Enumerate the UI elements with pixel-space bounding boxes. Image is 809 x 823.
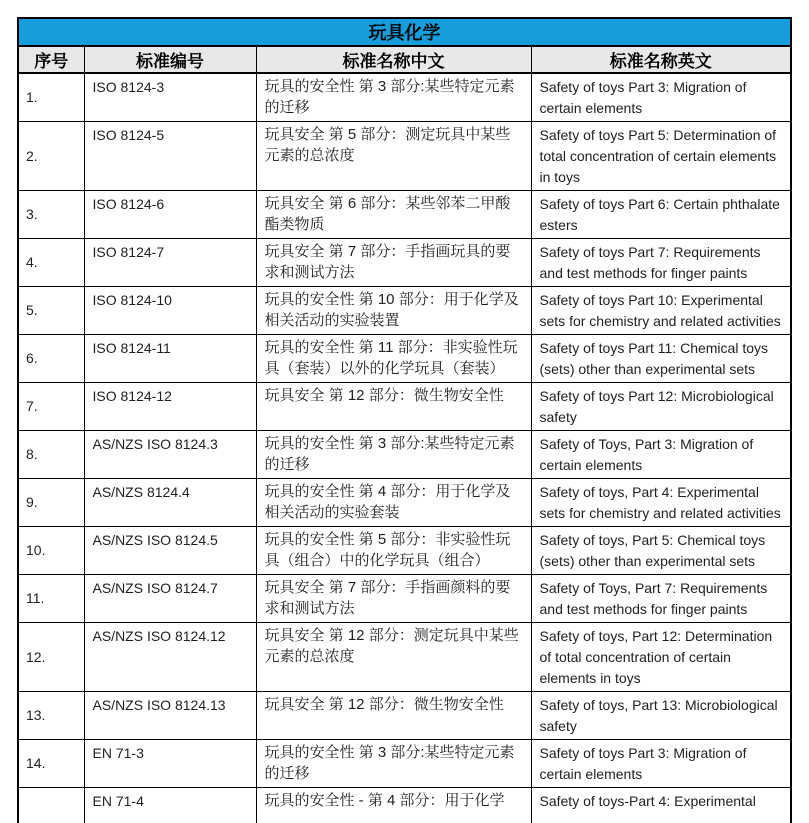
row-index-cell: 7. (18, 383, 84, 431)
table-row (18, 383, 791, 431)
column-header-index: 序号 (18, 46, 84, 73)
standard-name-en-cell: Safety of Toys, Part 7: Requirements and test methods for finger paints (531, 575, 791, 623)
row-index-cell: 6. (18, 335, 84, 383)
column-header-row (18, 46, 791, 73)
standard-name-cn-cell: 玩具安全 第 12 部分：微生物安全性 (256, 692, 531, 740)
standard-name-en-cell: Safety of toys Part 5: Determination of total concentration of certain elements in toys (531, 122, 791, 191)
column-header-name-en: 标准名称英文 (531, 46, 791, 73)
row-index-cell: 1. (18, 73, 84, 122)
standard-code-cell: ISO 8124-5 (84, 122, 256, 191)
standard-code-cell: AS/NZS ISO 8124.13 (84, 692, 256, 740)
standard-code-cell: AS/NZS ISO 8124.5 (84, 527, 256, 575)
standard-code-cell: ISO 8124-6 (84, 191, 256, 239)
table-row (18, 740, 791, 788)
standard-name-cn-cell: 玩具安全 第 7 部分：手指画玩具的要求和测试方法 (256, 239, 531, 287)
standard-name-en-cell: Safety of toys Part 7: Requirements and test methods for finger paints (531, 239, 791, 287)
standard-name-en-cell: Safety of toys Part 3: Migration of certain elements (531, 740, 791, 788)
standard-code-cell: AS/NZS ISO 8124.7 (84, 575, 256, 623)
standard-name-en-cell: Safety of toys Part 3: Migration of certain elements (531, 73, 791, 122)
row-index-cell: 2. (18, 122, 84, 191)
table-row (18, 239, 791, 287)
standard-name-cn-cell: 玩具的安全性 第 5 部分：非实验性玩具（组合）中的化学玩具（组合） (256, 527, 531, 575)
standard-code-cell: ISO 8124-3 (84, 73, 256, 122)
standard-name-en-cell: Safety of Toys, Part 3: Migration of certain elements (531, 431, 791, 479)
row-index-cell: 10. (18, 527, 84, 575)
standard-name-cn-cell: 玩具的安全性 - 第 4 部分：用于化学 (256, 788, 531, 823)
standard-name-en-cell: Safety of toys Part 10: Experimental sets for chemistry and related activities (531, 287, 791, 335)
table-row (18, 191, 791, 239)
column-header-code: 标准编号 (84, 46, 256, 73)
standard-name-cn-cell: 玩具安全 第 12 部分：测定玩具中某些元素的总浓度 (256, 623, 531, 692)
standard-name-cn-cell: 玩具安全 第 12 部分：微生物安全性 (256, 383, 531, 431)
standard-name-cn-cell: 玩具安全 第 5 部分：测定玩具中某些元素的总浓度 (256, 122, 531, 191)
row-index-cell: 11. (18, 575, 84, 623)
row-index-cell: 12. (18, 623, 84, 692)
table-row (18, 73, 791, 122)
table-row (18, 335, 791, 383)
standard-code-cell: EN 71-3 (84, 740, 256, 788)
table-row (18, 527, 791, 575)
row-index-cell: 14. (18, 740, 84, 788)
standard-name-cn-cell: 玩具安全 第 7 部分：手指画颜料的要求和测试方法 (256, 575, 531, 623)
standard-code-cell: AS/NZS 8124.4 (84, 479, 256, 527)
table-row (18, 479, 791, 527)
standard-code-cell: AS/NZS ISO 8124.12 (84, 623, 256, 692)
table-title-row (18, 18, 791, 46)
table-row (18, 431, 791, 479)
row-index-cell: 13. (18, 692, 84, 740)
row-index-cell: 4. (18, 239, 84, 287)
table-row (18, 287, 791, 335)
standard-code-cell: ISO 8124-7 (84, 239, 256, 287)
table-title: 玩具化学 (18, 18, 791, 46)
row-index-cell: 3. (18, 191, 84, 239)
standard-code-cell: AS/NZS ISO 8124.3 (84, 431, 256, 479)
standard-code-cell: ISO 8124-12 (84, 383, 256, 431)
table-body (18, 73, 791, 823)
standard-name-cn-cell: 玩具的安全性 第 3 部分:某些特定元素的迁移 (256, 740, 531, 788)
table-row (18, 623, 791, 692)
table-row (18, 788, 791, 823)
standard-name-en-cell: Safety of toys, Part 5: Chemical toys (sets) other than experimental sets (531, 527, 791, 575)
table-row (18, 122, 791, 191)
row-index-cell: 8. (18, 431, 84, 479)
standard-name-cn-cell: 玩具的安全性 第 11 部分：非实验性玩具（套装）以外的化学玩具（套装） (256, 335, 531, 383)
standard-name-cn-cell: 玩具安全 第 6 部分：某些邻苯二甲酸酯类物质 (256, 191, 531, 239)
standard-code-cell: ISO 8124-11 (84, 335, 256, 383)
table-row (18, 692, 791, 740)
standard-name-en-cell: Safety of toys-Part 4: Experimental (531, 788, 791, 823)
toy-chemistry-standards-table (17, 17, 792, 823)
standard-code-cell: ISO 8124-10 (84, 287, 256, 335)
column-header-name-cn: 标准名称中文 (256, 46, 531, 73)
standard-name-cn-cell: 玩具的安全性 第 3 部分:某些特定元素的迁移 (256, 73, 531, 122)
standard-name-cn-cell: 玩具的安全性 第 3 部分:某些特定元素的迁移 (256, 431, 531, 479)
standard-name-en-cell: Safety of toys Part 12: Microbiological safety (531, 383, 791, 431)
standard-name-en-cell: Safety of toys, Part 4: Experimental sets for chemistry and related activities (531, 479, 791, 527)
row-index-cell: 5. (18, 287, 84, 335)
standard-code-cell: EN 71-4 (84, 788, 256, 823)
standard-name-cn-cell: 玩具的安全性 第 4 部分：用于化学及相关活动的实验套装 (256, 479, 531, 527)
standard-name-en-cell: Safety of toys Part 11: Chemical toys (sets) other than experimental sets (531, 335, 791, 383)
row-index-cell: 9. (18, 479, 84, 527)
standard-name-en-cell: Safety of toys Part 6: Certain phthalate esters (531, 191, 791, 239)
row-index-cell (18, 788, 84, 823)
standard-name-cn-cell: 玩具的安全性 第 10 部分：用于化学及相关活动的实验装置 (256, 287, 531, 335)
standard-name-en-cell: Safety of toys, Part 12: Determination of total concentration of certain elements in toys (531, 623, 791, 692)
table-row (18, 575, 791, 623)
standard-name-en-cell: Safety of toys, Part 13: Microbiological safety (531, 692, 791, 740)
